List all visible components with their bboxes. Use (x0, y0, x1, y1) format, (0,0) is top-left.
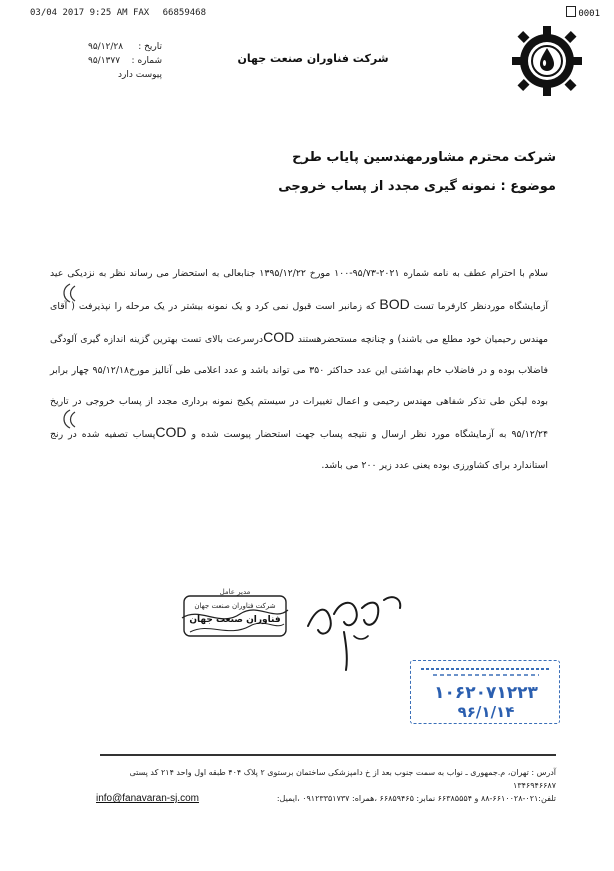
footer-phones: تلفن:۰۲۱-۶۶۱۰۰۲۸-۸۸ و ۶۶۳۸۵۵۵۴ نمابر: ۶۶۸۵۹۴۶۵ ،همراه: ۰۹۱۲۳۳۵۱۷۳۷ ،ایمیل: (276, 794, 556, 803)
receipt-stamp-header (417, 664, 555, 680)
stamp-line-1: مدیر عامل (219, 588, 251, 596)
company-logo (510, 24, 584, 98)
page-icon (566, 6, 576, 17)
company-stamp (180, 588, 290, 644)
cod-term-2: COD (155, 424, 187, 440)
number-row (88, 54, 162, 68)
letter-meta (88, 40, 162, 82)
page-number: 0001 (566, 6, 600, 19)
number-value: ۹۵/۱۳۷۷ (88, 56, 121, 66)
fax-number: 66859468 (162, 8, 206, 18)
footer-email[interactable]: info@fanavaran-sj.com (96, 793, 199, 804)
attachment-label: پیوست دارد (118, 70, 162, 80)
number-label: شماره : (131, 56, 162, 66)
stamp-line-2: شرکت فناوران صنعت جهان (194, 602, 276, 610)
receipt-stamp (410, 660, 560, 724)
body-part-4: پساب تصفیه شده در رنج استاندارد برای کشاورزی بوده یعنی عدد زیر ۲۰۰ می باشد. (50, 429, 548, 471)
receipt-number: ۱۰۶۲۰۷۱۲۲۳ (434, 683, 538, 703)
date-label: تاریخ : (138, 42, 162, 52)
date-value: ۹۵/۱۲/۲۸ (88, 42, 124, 52)
subject: موضوع : نمونه گیری مجدد از پساب خروجی (278, 179, 556, 194)
signature (300, 578, 410, 673)
footer-contact (96, 792, 556, 805)
date-row (88, 40, 162, 54)
cod-term: COD (263, 329, 295, 345)
body-part-1: سلام با احترام عطف به نامه شماره ۲۰۲۱-۹۵/۷۳-۱۰۰ مورخ ۱۳۹۵/۱۲/۲۲ جنابعالی به استحضار می رساند نظر به نزدیکی عید آزمایشگاه موردنظر کارفرما تست (50, 268, 549, 312)
company-name: شرکت فناوران صنعت جهان (237, 52, 389, 65)
body-part-2: که زمانبر است قبول نمی کرد و یک نمونه بیشتر در یک مرحله را نپذیرفت ( آقای مهندس رحیمیان خود مطلع می باشند) و چنانچه مستحضرهستند (50, 301, 548, 345)
receipt-date: ۹۶/۱/۱۴ (457, 703, 515, 721)
footer-address: آدرس : تهران، م.جمهوری ـ نواب به سمت جنوب بعد از خ دامپزشکی ساختمان برستوی ۲ پلاک ۴۰۴ طبقه اول واحد ۲۱۴ کد پستی ۱۳۴۶۹۴۶۶۸۷ (129, 768, 556, 790)
footer-rule (100, 754, 556, 756)
attachment-row (88, 68, 162, 82)
body-part-3: درسرعت بالای تست بهترین گزینه اندازه گیری آلودگی فاضلاب بوده و در فاضلاب خام بهداشتی این عدد حداکثر ۳۵۰ می تواند باشد و عدد اعلامی طی آنالیز مورخ۹۵/۱۲/۱۸ چهار برابر بوده لیکن طی تذکر شفاهی مهندس رحیمی و اعمال تغییرات در سیستم پکیج نمونه برداری مجدد از پساب خروجی در تاریخ ۹۵/۱۲/۲۴ به آزمایشگاه مورد نظر ارسال و نتیجه پساب جهت استحضار پیوست شده و (50, 334, 548, 440)
letter-body (50, 258, 548, 481)
fax-header (30, 8, 556, 18)
fax-datetime: 03/04 2017 9:25 AM FAX 66859468 (30, 8, 206, 18)
stamp-line-3: فناوران صنعت جهان (189, 615, 281, 625)
recipient: شرکت محترم مشاورمهندسین پایاب طرح (292, 150, 556, 165)
bod-term: BOD (379, 296, 410, 312)
footer (96, 766, 556, 805)
